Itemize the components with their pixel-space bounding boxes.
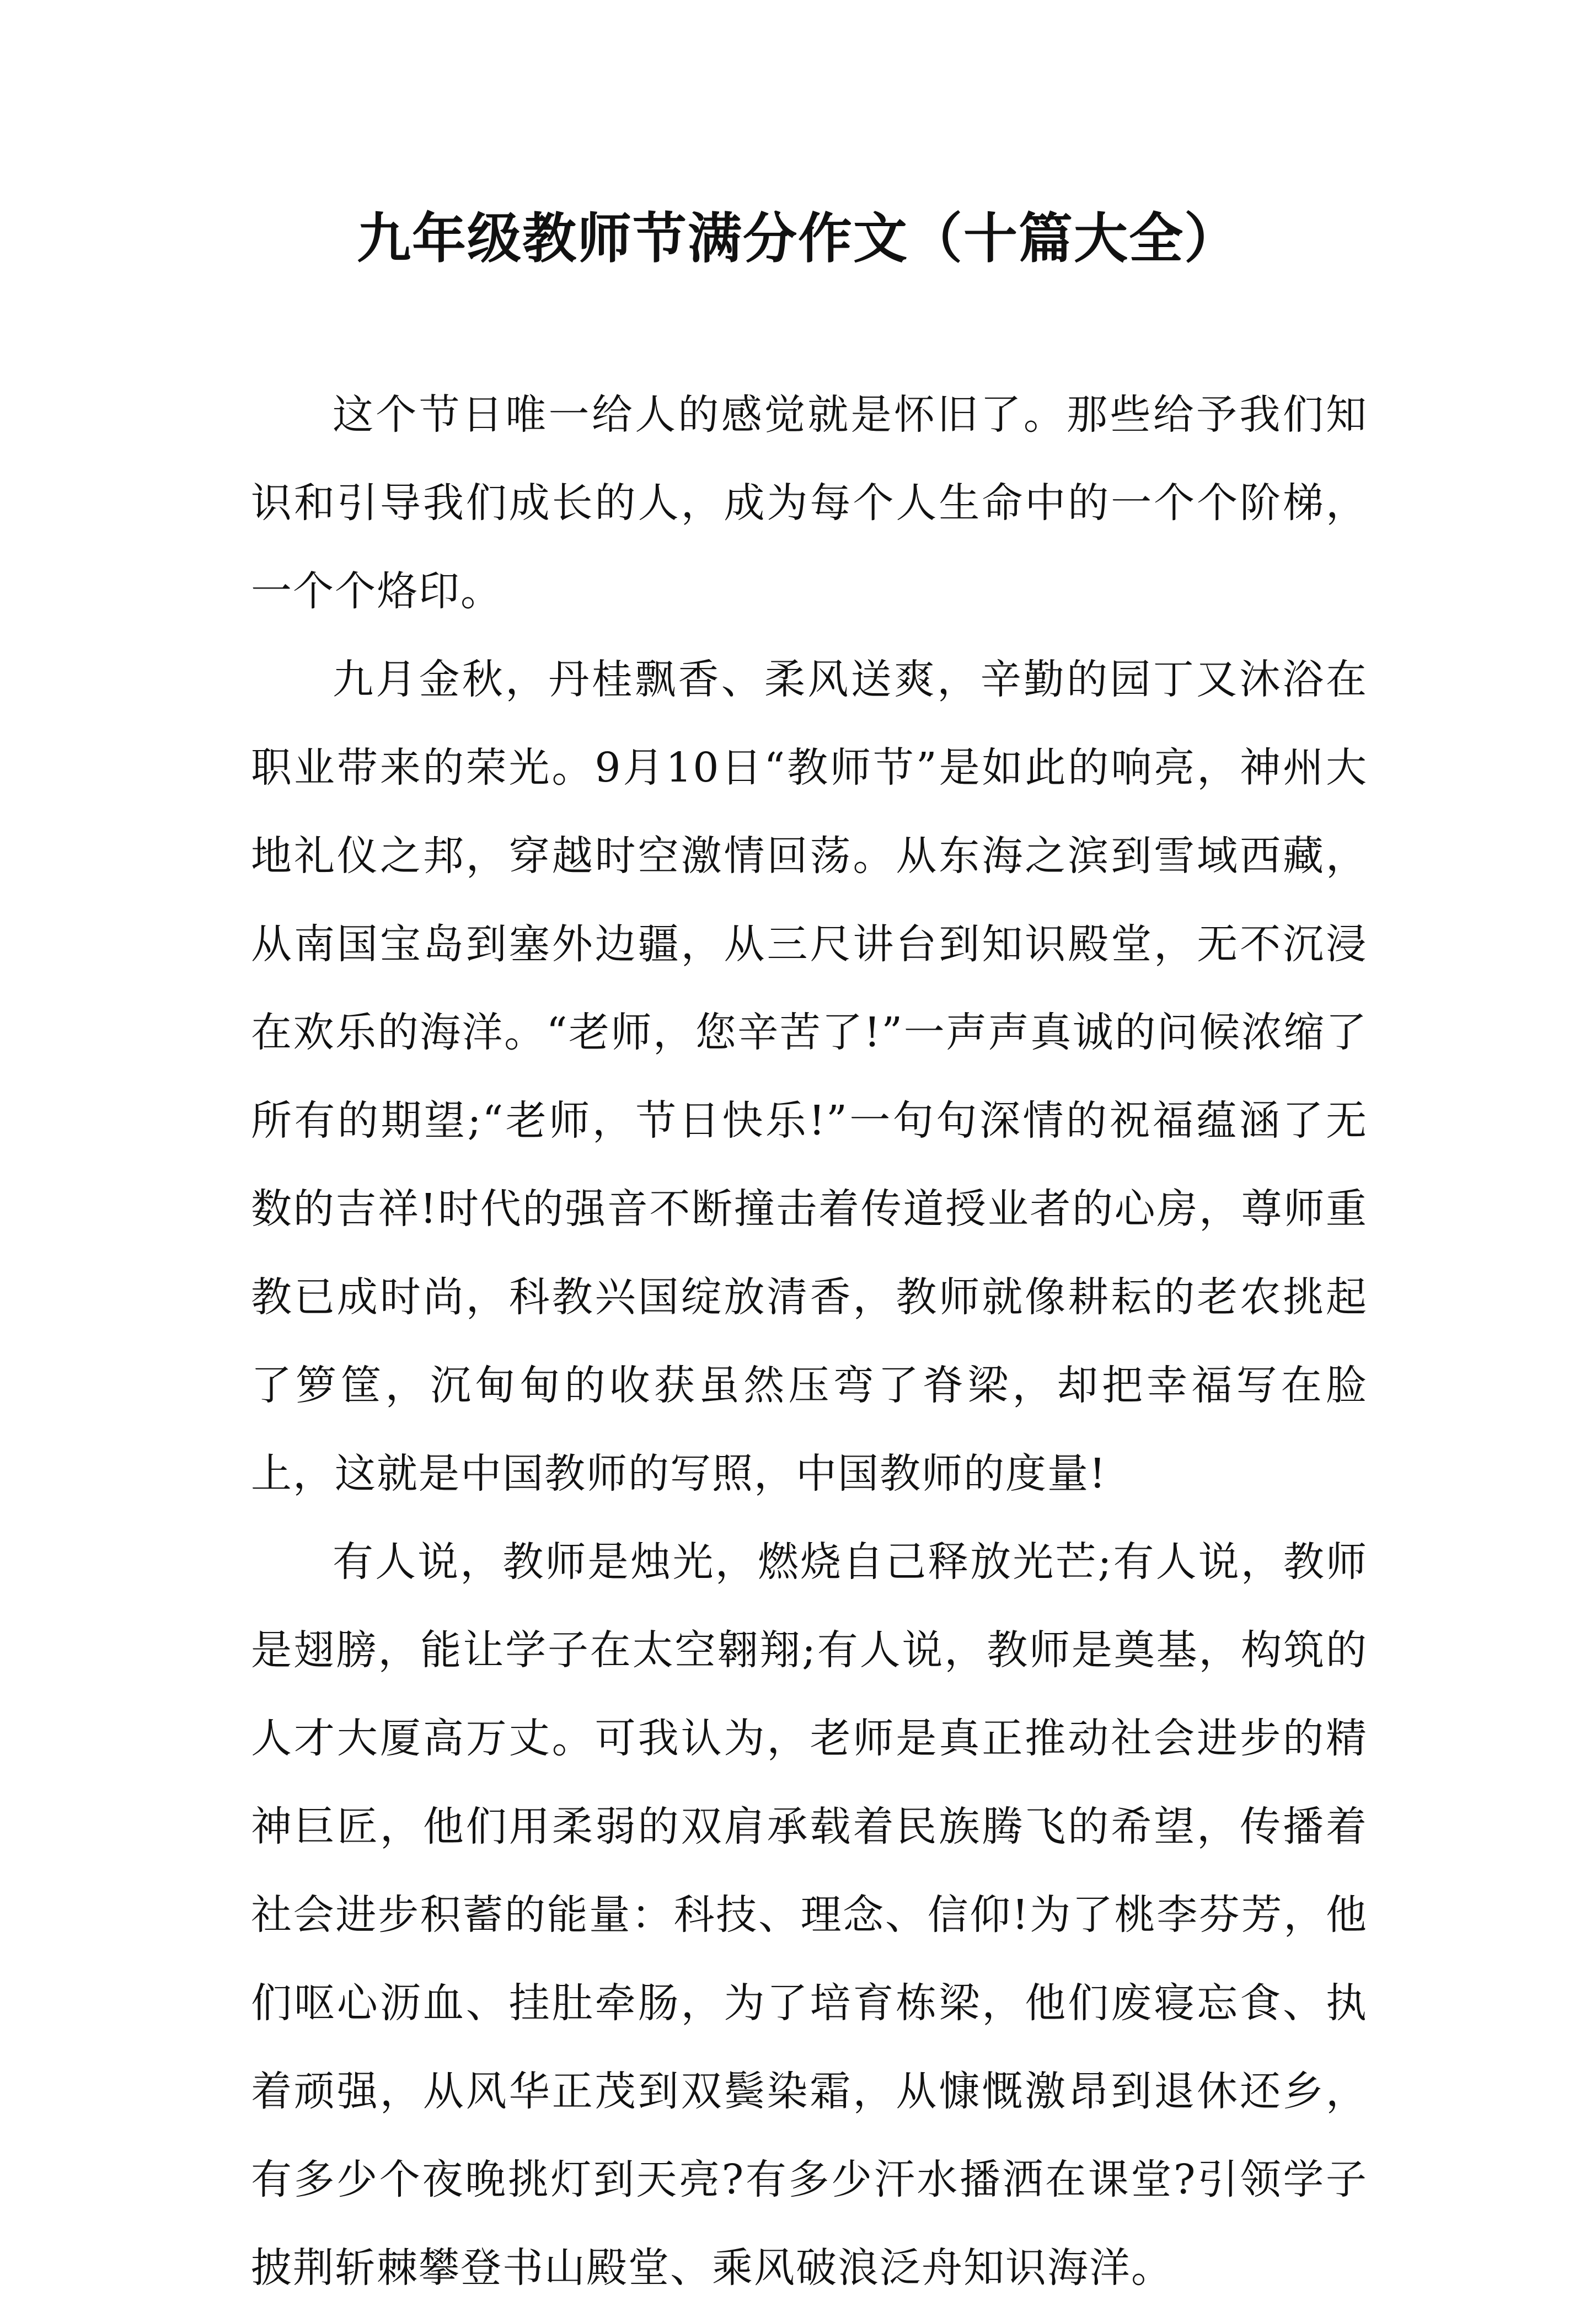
paragraph-3: 有人说，教师是烛光，燃烧自己释放光芒;有人说，教师是翅膀，能让学子在太空翱翔;有人说，教师是奠基，构筑的人才大厦高万丈。可我认为，老师是真正推动社会进步的精神巨匠，他们用柔弱的双肩承载着民族腾飞的希望，传播着社会进步积蓄的能量：科技、理念、信仰!为了桃李芬芳，他们呕心沥血、挂肚牵肠，为了培育栋梁，他们废寝忘食、执着顽强，从风华正茂到双鬓染霜，从慷慨激昂到退休还乡，有多少个夜晚挑灯到天亮?有多少汗水播洒在课堂?引领学子披荆斩棘攀登书山殿堂、乘风破浪泛舟知识海洋。 [251, 1538, 1368, 2292]
paragraph-2: 九月金秋，丹桂飘香、柔风送爽，辛勤的园丁又沐浴在职业带来的荣光。9月10日“教师节”是如此的响亮，神州大地礼仪之邦，穿越时空激情回荡。从东海之滨到雪域西藏，从南国宝岛到塞外边疆，从三尺讲台到知识殿堂，无不沉浸在欢乐的海洋。“老师，您辛苦了!”一声声真诚的问候浓缩了所有的期望;“老师，节日快乐!”一句句深情的祝福蕴涵了无数的吉祥!时代的强音不断撞击着传道授业者的心房，尊师重教已成时尚，科教兴国绽放清香，教师就像耕耘的老农挑起了箩筐，沉甸甸的收获虽然压弯了脊梁，却把幸福写在脸上，这就是中国教师的写照，中国教师的度量! [251, 656, 1368, 1497]
paragraph-1: 这个节日唯一给人的感觉就是怀旧了。那些给予我们知识和引导我们成长的人，成为每个人生命中的一个个阶梯，一个个烙印。 [251, 391, 1368, 615]
document-title: 九年级教师节满分作文（十篇大全） [356, 207, 1239, 270]
document-body [251, 371, 1368, 2312]
